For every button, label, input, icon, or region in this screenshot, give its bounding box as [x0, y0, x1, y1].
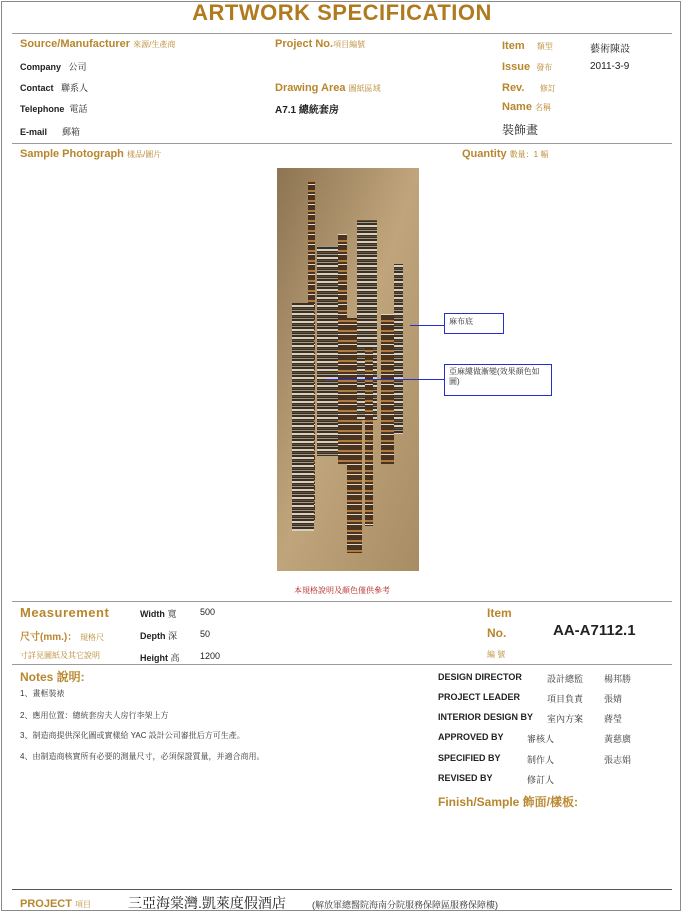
- measurement-label: Measurement: [20, 605, 110, 620]
- signoff-role-cn-4: 審核人: [527, 734, 555, 744]
- name-label: Name 名稱: [502, 101, 552, 113]
- divider-photo: [12, 601, 672, 602]
- artwork-photo: [277, 168, 419, 571]
- signoff-role-cn-5: 制作人: [527, 755, 555, 765]
- sample-photo-label: Sample Photograph 樣品/圖片: [20, 148, 162, 160]
- callout-linen-gradient: 亞麻縷做漸變(效果顏色如圖): [444, 364, 552, 396]
- source-label: Source/Manufacturer 來源/生產商: [20, 38, 176, 50]
- height-label: Height 高: [140, 653, 180, 663]
- width-value: 500: [200, 607, 216, 617]
- signoff-role-cn-1: 設計總監: [547, 674, 584, 684]
- name-value: 裝飾畫: [502, 123, 539, 137]
- contact-label: Contact 聯系人: [20, 83, 89, 93]
- photo-caption: 本規格說明及顏色僅供參考: [294, 586, 390, 595]
- issue-value: 2011-3-9: [590, 61, 630, 72]
- divider-header: [12, 143, 672, 144]
- note-item-3: 3、制造商提供深化圖或實樣給 YAC 設計公司審批后方可生產。: [20, 731, 245, 740]
- telephone-label: Telephone 電話: [20, 104, 88, 114]
- depth-value: 50: [200, 629, 211, 639]
- signoff-name-2: 張婧: [604, 694, 623, 704]
- project-name: 三亞海棠灣.凱萊度假酒店: [128, 895, 286, 911]
- signoff-name-1: 楊邦勝: [604, 674, 632, 684]
- divider-measurement: [12, 664, 672, 665]
- item-no-label-1: Item: [487, 606, 512, 620]
- drawing-area-value: A7.1 總統套房: [275, 105, 339, 116]
- signoff-name-5: 張志娟: [604, 755, 632, 765]
- signoff-role-2: PROJECT LEADER: [438, 692, 521, 702]
- callout-arrow-1: [410, 325, 444, 326]
- project-label: PROJECT 項目: [20, 898, 92, 910]
- measurement-cn-label: 尺寸(mm.)： 規格尺: [20, 632, 105, 643]
- item-no-label-2: No.: [487, 626, 507, 640]
- note-item-4: 4、由制造商核實所有必要的測量尺寸，必須保證質量，并適合商用。: [20, 752, 265, 761]
- item-no-value: AA-A7112.1: [553, 622, 636, 639]
- issue-label: Issue 發布: [502, 61, 553, 73]
- finish-sample-label: Finish/Sample 飾面/樣板:: [438, 795, 579, 809]
- signoff-name-4: 黃慈廣: [604, 734, 632, 744]
- item-label: Item 類型: [502, 40, 553, 52]
- rev-label: Rev. 修訂: [502, 82, 556, 94]
- signoff-role-4: APPROVED BY: [438, 732, 504, 742]
- signoff-role-5: SPECIFIED BY: [438, 753, 501, 763]
- depth-label: Depth 深: [140, 631, 178, 641]
- project-note: (解放軍總醫院海南分院服務保障區服務保障樓): [312, 900, 498, 910]
- project-no-label: Project No.項目編號: [275, 38, 366, 50]
- page-title: ARTWORK SPECIFICATION: [192, 0, 492, 25]
- company-label: Company 公司: [20, 62, 87, 72]
- divider-footer: [12, 889, 672, 890]
- divider-top: [12, 33, 672, 34]
- email-label: E-mail 郵箱: [20, 127, 81, 137]
- callout-arrow-2: [326, 379, 444, 380]
- drawing-area-label: Drawing Area 圖紙區域: [275, 82, 381, 94]
- signoff-name-3: 蔣瑩: [604, 714, 623, 724]
- width-label: Width 寬: [140, 609, 177, 619]
- signoff-role-cn-2: 項目負責: [547, 694, 584, 704]
- height-value: 1200: [200, 651, 221, 661]
- signoff-role-cn-3: 室內方案: [547, 714, 584, 724]
- signoff-role-cn-6: 修訂人: [527, 775, 555, 785]
- item-value: 藝術陳設: [590, 44, 630, 55]
- measurement-note: 寸詳見圖紙及其它說明: [20, 651, 100, 660]
- callout-linen-base: 麻布底: [444, 313, 504, 334]
- note-item-1: 1、畫框裝裱: [20, 689, 65, 698]
- signoff-role-6: REVISED BY: [438, 773, 493, 783]
- signoff-role-3: INTERIOR DESIGN BY: [438, 712, 534, 722]
- note-item-2: 2、應用位置：總統套房夫人房行李架上方: [20, 711, 169, 720]
- signoff-role-1: DESIGN DIRECTOR: [438, 672, 522, 682]
- item-no-sub: 編 號: [487, 650, 506, 659]
- quantity-label: Quantity 數量：1 幅: [462, 148, 549, 160]
- notes-label: Notes 說明:: [20, 670, 85, 684]
